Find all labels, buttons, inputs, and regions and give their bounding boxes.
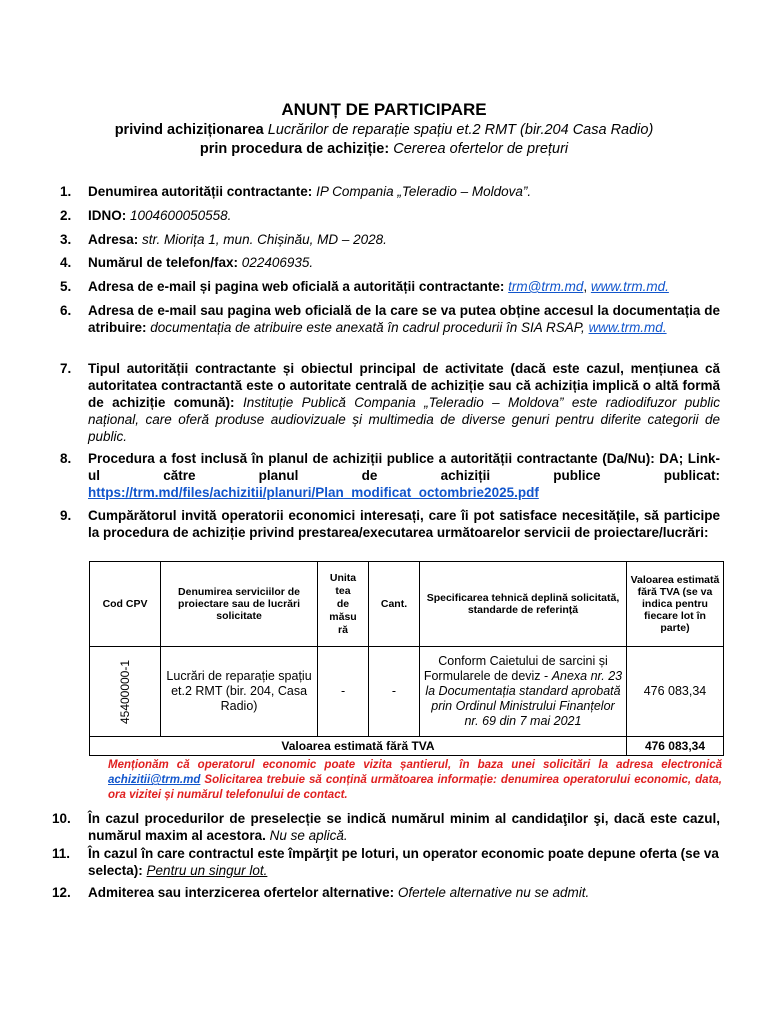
list-item-1 xyxy=(60,183,720,200)
list-item-4 xyxy=(60,254,720,271)
page-title: ANUNȚ DE PARTICIPARE xyxy=(281,100,487,119)
item-number: 1. xyxy=(60,184,72,199)
item-value: Nu se aplică. xyxy=(269,828,348,843)
header-valoare: Valoarea estimată fără TVA (se va indica pentru fiecare lot în parte) xyxy=(626,562,723,647)
subtitle-procedure-label: prin procedura de achiziție: xyxy=(199,141,390,157)
subtitle-procedure-value: Cererea ofertelor de prețuri xyxy=(393,141,569,157)
spec-annex: Anexa nr. 23 la Documentația standard aprobată prin Ordinul Ministrului Finanțelor nr. 69 din 7 mai 2021 xyxy=(425,669,623,728)
item-value: 1004600050558. xyxy=(130,208,232,223)
item-number: 7. xyxy=(60,361,72,376)
header-unitate: Unita tea de măsu ră xyxy=(318,562,369,647)
subtitle-procedure xyxy=(0,141,768,157)
note-text-1: Menționăm că operatorul economic poate vizita șantierul, în baza unei solicitări la adresa electronică xyxy=(108,759,722,771)
list-item-7 xyxy=(60,360,720,445)
item-number: 2. xyxy=(60,208,72,223)
list-item-12 xyxy=(52,884,720,901)
table-row xyxy=(90,647,724,737)
cell-denumire: Lucrări de reparație spațiu et.2 RMT (bir. 204, Casa Radio) xyxy=(161,647,318,737)
list-item-9 xyxy=(60,507,720,541)
item-number: 3. xyxy=(60,232,72,247)
total-label: Valoarea estimată fără TVA xyxy=(90,737,627,756)
item-value: IP Compania „Teleradio – Moldova”. xyxy=(316,184,532,199)
item-number: 11. xyxy=(52,846,71,861)
header-denumire: Denumirea serviciilor de proiectare sau de lucrări solicitate xyxy=(161,562,318,647)
item-number: 5. xyxy=(60,279,72,294)
cpv-code: 45400000-1 xyxy=(118,659,133,724)
item-number: 6. xyxy=(60,303,72,318)
spec-text: Conform Caietului de sarcini și Formularele de deviz - xyxy=(423,654,608,683)
item-value: 022406935. xyxy=(241,255,314,270)
list-item-8 xyxy=(60,450,720,501)
item-label: În cazul procedurilor de preselecție se indică numărul minim al candidaţilor şi, dacă este cazul, numărul maxim al acestora. xyxy=(88,811,720,843)
item-number: 12. xyxy=(52,885,71,900)
procurement-plan-link[interactable]: https://trm.md/files/achizitii/planuri/Plan_modificat_octombrie2025.pdf xyxy=(88,485,539,500)
item-number: 8. xyxy=(60,451,72,466)
item-label: IDNO: xyxy=(88,208,127,223)
item-value: Ofertele alternative nu se admit. xyxy=(397,885,590,900)
header-cpv: Cod CPV xyxy=(90,562,161,647)
list-item-2 xyxy=(60,207,720,224)
item-number: 9. xyxy=(60,508,72,523)
item-value: str. Miorița 1, mun. Chișinău, MD – 2028. xyxy=(142,232,387,247)
item-label: Adresa de e-mail sau pagina web oficială de la care se va putea obține accesul la documentația de atribuire: xyxy=(88,303,720,335)
total-value: 476 083,34 xyxy=(626,737,723,756)
website-link[interactable]: www.trm.md. xyxy=(590,279,669,294)
site-visit-note xyxy=(108,758,722,803)
list-item-11 xyxy=(52,845,720,879)
cell-unitate: - xyxy=(318,647,369,737)
item-label: Admiterea sau interzicerea ofertelor alternative: xyxy=(88,885,395,900)
item-label: Procedura a fost inclusă în planul de achiziții publice a autorității contractante (Da/Nu): DA; Link-ul către planul de achiziții publice publicat: xyxy=(88,451,720,483)
header-spec: Specificarea tehnică deplină solicitată, standarde de referință xyxy=(420,562,627,647)
table-header-row xyxy=(90,562,724,647)
list-item-10 xyxy=(52,810,720,844)
item-value: documentația de atribuire este anexată în cadrul procedurii în SIA RSAP, xyxy=(150,320,585,335)
item-value: Pentru un singur lot. xyxy=(146,863,268,878)
website-link[interactable]: www.trm.md. xyxy=(588,320,667,335)
item-label: Adresa: xyxy=(88,232,139,247)
item-label: Numărul de telefon/fax: xyxy=(88,255,239,270)
table-total-row xyxy=(90,737,724,756)
list-item-3 xyxy=(60,231,720,248)
item-number: 4. xyxy=(60,255,72,270)
note-text-2: Solicitarea trebuie să conțină următoarea informație: denumirea operatorului economic, data, ora vizitei și numărul telefonului de contact. xyxy=(108,774,722,801)
subtitle-object-value: Lucrărilor de reparație spațiu et.2 RMT (bir.204 Casa Radio) xyxy=(267,122,654,138)
note-email-link[interactable]: achizitii@trm.md xyxy=(108,774,201,786)
services-table xyxy=(89,561,724,756)
separator: , xyxy=(583,279,588,294)
subtitle-object-label: privind achiziționarea xyxy=(114,122,264,138)
email-link[interactable]: trm@trm.md xyxy=(508,279,584,294)
item-label: Adresa de e-mail și pagina web oficială a autorității contractante: xyxy=(88,279,505,294)
header-cant: Cant. xyxy=(369,562,420,647)
cell-valoare: 476 083,34 xyxy=(626,647,723,737)
item-label: Tipul autorității contractante și obiectul principal de activitate (dacă este cazul, mențiunea că autoritatea contractantă este o autoritate centrală de achiziție sau că achiziția implică o altă formă de achiziție comună): xyxy=(88,361,720,410)
subtitle-object xyxy=(0,122,768,138)
item-label: Denumirea autorității contractante: xyxy=(88,184,313,199)
item-value: Instituție Publică Compania „Teleradio – Moldova” este radiodifuzor public național, care oferă produse audiovizuale și multimedia de diverse genuri pentru diferite categorii de public. xyxy=(88,395,720,444)
cell-spec xyxy=(420,647,627,737)
item-number: 10. xyxy=(52,811,71,826)
list-item-5 xyxy=(60,278,720,295)
item-label: Cumpărătorul invită operatorii economici interesați, care îi pot satisface necesitățile, să participe la procedura de achiziție privind prestarea/executarea următoarelor servicii de proiectare/lucrări: xyxy=(88,508,720,540)
cell-cant: - xyxy=(369,647,420,737)
item-label: În cazul în care contractul este împărţit pe loturi, un operator economic poate depune oferta (se va selecta): xyxy=(88,846,719,878)
list-item-6 xyxy=(60,302,720,336)
cell-cpv xyxy=(90,647,161,737)
